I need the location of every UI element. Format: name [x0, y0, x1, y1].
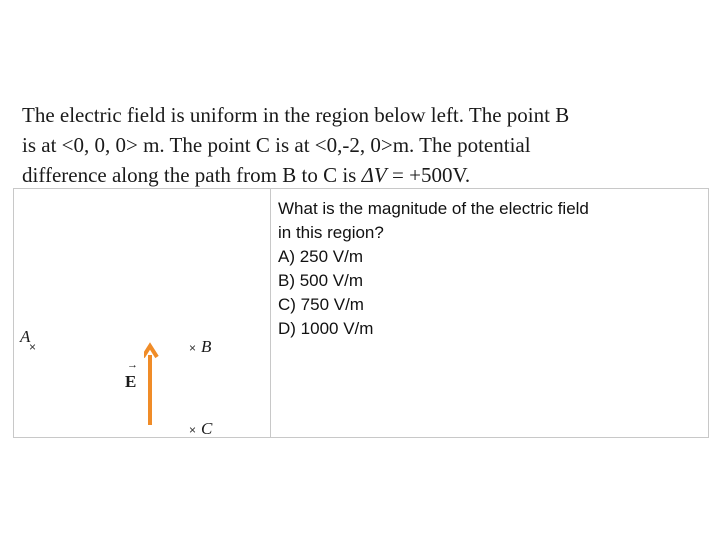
- potential-value: = +500V.: [386, 163, 471, 187]
- point-a-label: A: [20, 327, 31, 346]
- answer-option-b: B) 500 V/m: [278, 271, 364, 290]
- problem-line-3-text: difference along the path from B to C is: [22, 163, 362, 187]
- field-label: [125, 359, 138, 392]
- point-c-marker: ×: [189, 423, 197, 437]
- answer-option-c: C) 750 V/m: [278, 295, 364, 314]
- answer-option-a: A) 250 V/m: [278, 247, 364, 266]
- problem-line-3: [22, 160, 702, 190]
- field-arrow-icon: [144, 341, 164, 427]
- delta-v-symbol: ΔV: [361, 163, 387, 187]
- point-c-label: C: [201, 419, 213, 438]
- problem-line-2: is at <0, 0, 0> m. The point C is at <0,-2, 0>m. The potential: [22, 133, 531, 157]
- vector-arrow-icon: →: [127, 359, 138, 371]
- table-divider: [270, 189, 271, 437]
- question-line-1: What is the magnitude of the electric field: [278, 199, 589, 218]
- question-cell: [278, 197, 698, 341]
- question-line-2: in this region?: [278, 223, 384, 242]
- problem-line-1: The electric field is uniform in the region below left. The point B: [22, 103, 570, 127]
- figure-table: [13, 188, 709, 438]
- problem-statement: [22, 100, 702, 190]
- field-label-text: E: [125, 372, 137, 391]
- point-a-marker: ×: [29, 340, 37, 354]
- answer-option-d: D) 1000 V/m: [278, 319, 374, 338]
- point-b-label: B: [201, 337, 212, 356]
- point-b-marker: ×: [189, 341, 197, 355]
